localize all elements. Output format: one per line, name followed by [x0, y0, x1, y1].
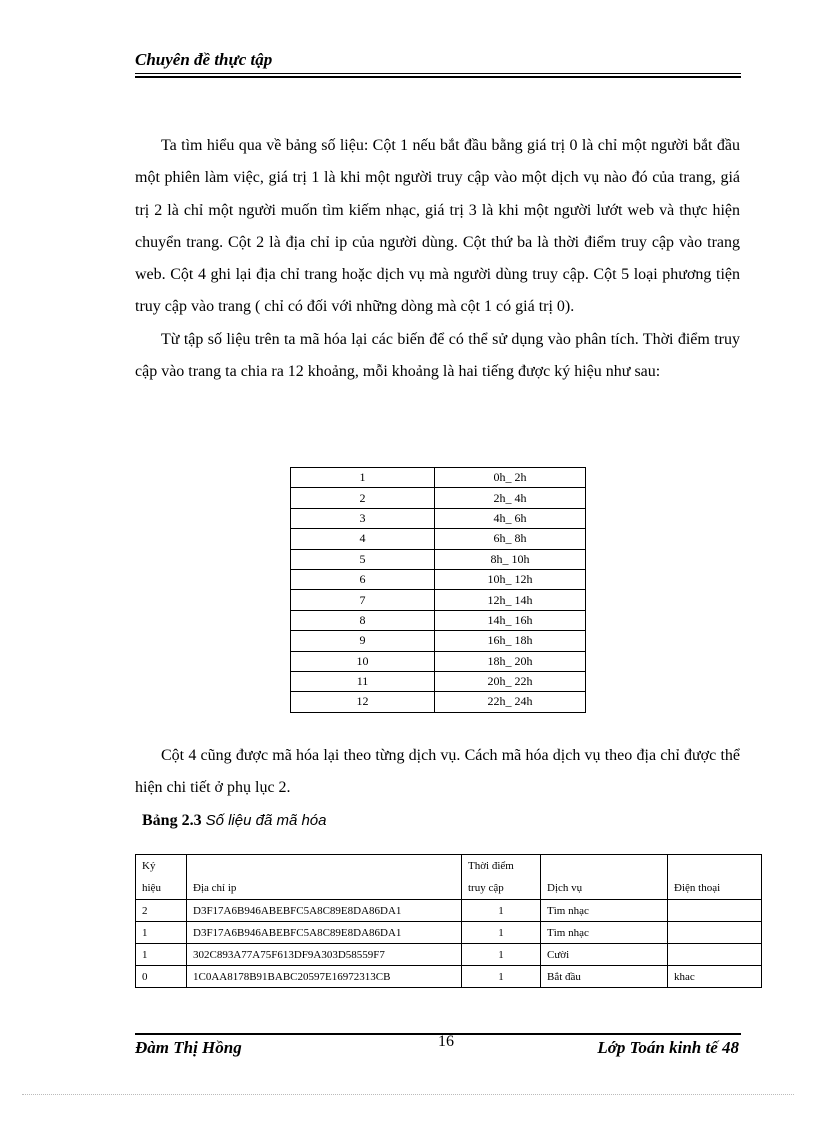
header-cell-ip: Địa chỉ ip	[187, 855, 462, 900]
interval-range-cell: 4h_ 6h	[435, 508, 586, 528]
header-rule	[135, 73, 741, 74]
interval-code-cell: 4	[291, 529, 435, 549]
table-row	[291, 692, 586, 712]
header-cell-service: Dịch vụ	[541, 855, 668, 900]
time-cell: 1	[462, 922, 541, 944]
table-row	[291, 508, 586, 528]
interval-code-cell: 1	[291, 468, 435, 488]
service-cell: Cười	[541, 944, 668, 966]
time-cell: 1	[462, 944, 541, 966]
header-cell-symbol: Ký hiệu	[136, 855, 187, 900]
phone-cell	[668, 944, 762, 966]
symbol-cell: 0	[136, 966, 187, 988]
table-caption	[142, 812, 327, 830]
interval-code-cell: 6	[291, 569, 435, 589]
table-row	[291, 590, 586, 610]
interval-range-cell: 6h_ 8h	[435, 529, 586, 549]
table-row	[136, 900, 762, 922]
table-row	[136, 944, 762, 966]
paragraph-1: Ta tìm hiểu qua về bảng số liệu: Cột 1 nếu bắt đầu bằng giá trị 0 là chỉ một người bắt đầu một phiên làm việc, giá trị 1 là khi một người truy cập vào một dịch vụ nào đó của trang, giá trị 2 là chỉ một người muốn tìm kiếm nhạc, giá trị 3 là khi một người lướt web và thực hiện chuyển trang. Cột 2 là địa chỉ ip của người dùng. Cột thứ ba là thời điểm truy cập vào trang web. Cột 4 ghi lại địa chỉ trang hoặc dịch vụ mà người dùng truy cập. Cột 5 loại phương tiện truy cập vào trang ( chỉ có đối với những dòng mà cột 1 có giá trị 0).	[135, 137, 740, 316]
interval-range-cell: 0h_ 2h	[435, 468, 586, 488]
interval-range-cell: 22h_ 24h	[435, 692, 586, 712]
interval-range-cell: 16h_ 18h	[435, 631, 586, 651]
table-row	[136, 922, 762, 944]
table-row	[291, 488, 586, 508]
header-cell-time: Thời điểm truy cập	[462, 855, 541, 900]
table-row	[291, 610, 586, 630]
phone-cell	[668, 900, 762, 922]
interval-code-cell: 5	[291, 549, 435, 569]
footer-class: Lớp Toán kinh tế 48	[597, 1038, 739, 1057]
interval-range-cell: 12h_ 14h	[435, 590, 586, 610]
phone-cell	[668, 922, 762, 944]
caption-text: Số liệu đã mã hóa	[205, 812, 327, 829]
interval-code-cell: 11	[291, 671, 435, 691]
table-row	[291, 631, 586, 651]
paragraph-3: Cột 4 cũng được mã hóa lại theo từng dịch vụ. Cách mã hóa dịch vụ theo địa chỉ được thể hiện chi tiết ở phụ lục 2.	[135, 747, 740, 797]
interval-range-cell: 14h_ 16h	[435, 610, 586, 630]
table-row	[291, 529, 586, 549]
table-row	[291, 468, 586, 488]
interval-range-cell: 18h_ 20h	[435, 651, 586, 671]
interval-code-cell: 9	[291, 631, 435, 651]
interval-range-cell: 8h_ 10h	[435, 549, 586, 569]
interval-code-cell: 3	[291, 508, 435, 528]
time-cell: 1	[462, 966, 541, 988]
caption-label: Bảng 2.3	[142, 812, 202, 829]
footer-author: Đàm Thị Hồng	[135, 1038, 242, 1057]
table-header-row	[136, 855, 762, 900]
interval-code-cell: 10	[291, 651, 435, 671]
interval-range-cell: 20h_ 22h	[435, 671, 586, 691]
time-interval-table	[290, 467, 586, 713]
table-row	[291, 549, 586, 569]
interval-range-cell: 10h_ 12h	[435, 569, 586, 589]
service-cell: Tìm nhạc	[541, 900, 668, 922]
symbol-cell: 1	[136, 944, 187, 966]
header-cell-phone: Điện thoại	[668, 855, 762, 900]
symbol-cell: 1	[136, 922, 187, 944]
table-row	[136, 966, 762, 988]
body-text	[135, 130, 740, 388]
page-number: 16	[438, 1033, 454, 1050]
ip-cell: 302C893A77A75F613DF9A303D58559F7	[187, 944, 462, 966]
ip-cell: D3F17A6B946ABEBFC5A8C89E8DA86DA1	[187, 922, 462, 944]
interval-range-cell: 2h_ 4h	[435, 488, 586, 508]
interval-code-cell: 8	[291, 610, 435, 630]
symbol-cell: 2	[136, 900, 187, 922]
phone-cell: khac	[668, 966, 762, 988]
header-rule-thick	[135, 76, 741, 78]
table-row	[291, 569, 586, 589]
interval-code-cell: 12	[291, 692, 435, 712]
interval-code-cell: 7	[291, 590, 435, 610]
table-row	[291, 671, 586, 691]
page-edge-divider	[22, 1094, 794, 1095]
ip-cell: D3F17A6B946ABEBFC5A8C89E8DA86DA1	[187, 900, 462, 922]
encoded-data-table	[135, 854, 762, 988]
table-row	[291, 651, 586, 671]
body-text-2	[135, 740, 740, 805]
time-cell: 1	[462, 900, 541, 922]
header-title: Chuyên đề thực tập	[135, 50, 273, 69]
service-cell: Tìm nhạc	[541, 922, 668, 944]
interval-code-cell: 2	[291, 488, 435, 508]
ip-cell: 1C0AA8178B91BABC20597E16972313CB	[187, 966, 462, 988]
paragraph-2: Từ tập số liệu trên ta mã hóa lại các biến để có thể sử dụng vào phân tích. Thời điểm truy cập vào trang ta chia ra 12 khoảng, mỗi khoảng là hai tiếng được ký hiệu như sau:	[135, 330, 740, 381]
service-cell: Bắt đầu	[541, 966, 668, 988]
